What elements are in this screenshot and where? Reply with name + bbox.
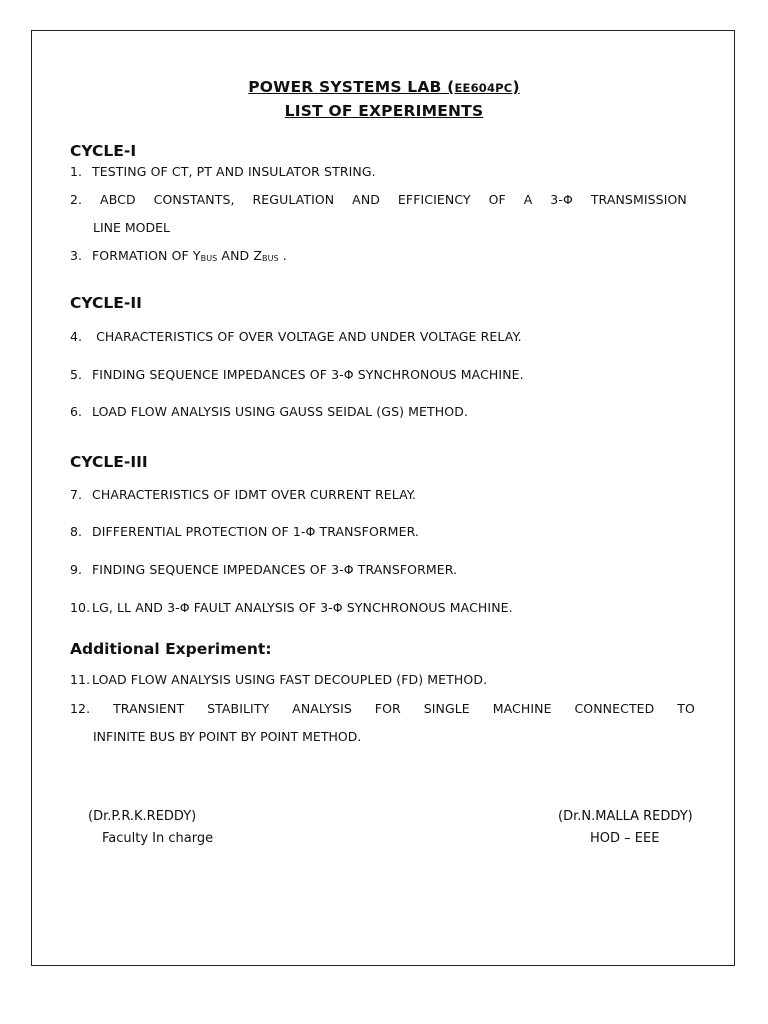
experiment-item: 8. DIFFERENTIAL PROTECTION OF 1-Φ TRANSFORMER.	[70, 524, 419, 539]
signature-name: (Dr.P.R.K.REDDY)	[88, 809, 197, 824]
signature-name: (Dr.N.MALLA REDDY)	[558, 809, 693, 824]
page-subtitle: LIST OF EXPERIMENTS	[284, 102, 484, 120]
experiment-item-continued: LINE MODEL	[93, 220, 170, 235]
additional-heading: Additional Experiment:	[70, 640, 272, 658]
experiment-item: 11. LOAD FLOW ANALYSIS USING FAST DECOUPLED (FD) METHOD.	[70, 672, 488, 687]
cycle-heading: CYCLE-I	[70, 142, 137, 160]
signature-role: Faculty In charge	[102, 831, 214, 846]
cycle-heading: CYCLE-II	[70, 294, 142, 312]
experiment-item: 2. ABCD CONSTANTS, REGULATION AND EFFICIENCY OF A 3-Φ TRANSMISSION	[70, 192, 687, 207]
page-title: POWER SYSTEMS LAB (EE604PC)	[248, 78, 520, 96]
experiment-item-continued: INFINITE BUS BY POINT BY POINT METHOD.	[93, 729, 362, 744]
experiment-item: 1. TESTING OF CT, PT AND INSULATOR STRING.	[70, 164, 376, 179]
experiment-item: 7. CHARACTERISTICS OF IDMT OVER CURRENT RELAY.	[70, 487, 417, 502]
experiment-item: 3. FORMATION OF YBUS AND ZBUS .	[70, 248, 287, 263]
experiment-item: 12. TRANSIENT STABILITY ANALYSIS FOR SINGLE MACHINE CONNECTED TO	[70, 701, 695, 716]
experiment-item: 9. FINDING SEQUENCE IMPEDANCES OF 3-Φ TRANSFORMER.	[70, 562, 458, 577]
experiment-item: 4. CHARACTERISTICS OF OVER VOLTAGE AND UNDER VOLTAGE RELAY.	[70, 329, 522, 344]
cycle-heading: CYCLE-III	[70, 453, 148, 471]
experiment-item: 10. LG, LL AND 3-Φ FAULT ANALYSIS OF 3-Φ SYNCHRONOUS MACHINE.	[70, 600, 513, 615]
signature-hod	[558, 806, 693, 850]
signature-role: HOD – EEE	[590, 831, 660, 846]
experiment-item: 6. LOAD FLOW ANALYSIS USING GAUSS SEIDAL (GS) METHOD.	[70, 404, 469, 419]
course-code: EE604PC	[454, 81, 513, 95]
experiment-item: 5. FINDING SEQUENCE IMPEDANCES OF 3-Φ SYNCHRONOUS MACHINE.	[70, 367, 524, 382]
signature-faculty	[88, 806, 213, 850]
